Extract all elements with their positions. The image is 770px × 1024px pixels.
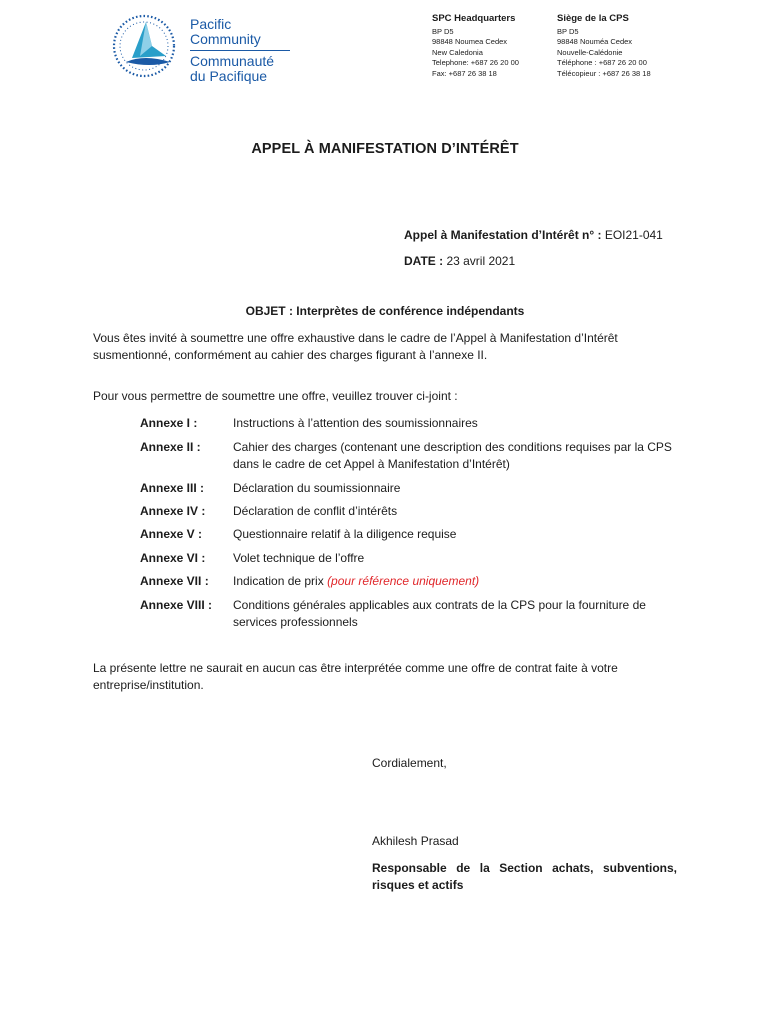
annex-label: Annexe VII :: [140, 574, 209, 588]
address-en-line: Fax: +687 26 38 18: [432, 68, 497, 78]
reference-number-value: EOI21-041: [601, 228, 663, 242]
annex-label: Annexe II :: [140, 440, 201, 454]
annex-text: Déclaration du soumissionnaire: [233, 481, 401, 495]
reference-date: [404, 254, 515, 268]
annex-text: [233, 573, 683, 590]
intro-paragraph: Vous êtes invité à soumettre une offre exhaustive dans le cadre de l’Appel à Manifestation d’Intérêt susmentionné, conformément au cahier des charges figurant à l’annexe II.: [93, 331, 618, 362]
annex-label: Annexe V :: [140, 527, 203, 541]
signatory-name: Akhilesh Prasad: [372, 834, 459, 848]
logo-text-pacific: Pacific: [190, 16, 232, 32]
annex-text: Déclaration de conflit d’intérêts: [233, 504, 398, 518]
address-fr-line: 98848 Nouméa Cedex: [557, 37, 633, 47]
logo-divider: [190, 50, 290, 51]
logo-text-communaute: Communauté: [190, 53, 275, 69]
reference-date-label: DATE :: [404, 254, 444, 268]
annex-text: Instructions à l’attention des soumissionnaires: [233, 416, 478, 430]
address-en-line: New Caledonia: [432, 47, 483, 57]
annex-text: Cahier des charges (contenant une description des conditions requises par la CPS dans le cadre de cet Appel à Manifestation d’Intérêt): [233, 440, 672, 471]
annex-price-note: (pour référence uniquement): [327, 574, 480, 588]
address-fr-line: Nouvelle-Calédonie: [557, 47, 623, 57]
reference-date-value: 23 avril 2021: [443, 254, 516, 268]
reference-number-label: Appel à Manifestation d’Intérêt n° :: [404, 228, 602, 242]
attachments-intro: Pour vous permettre de soumettre une offre, veuillez trouver ci-joint :: [93, 389, 458, 403]
document-title: APPEL À MANIFESTATION D’INTÉRÊT: [251, 141, 519, 157]
annex-label: Annexe IV :: [140, 504, 206, 518]
subject-line: OBJET : Interprètes de conférence indépendants: [245, 304, 525, 318]
signatory-title: Responsable de la Section achats, subventions, risques et actifs: [372, 861, 677, 892]
reference-number: [404, 228, 663, 242]
annex-label: Annexe VIII :: [140, 598, 213, 612]
closing-salutation: Cordialement,: [372, 756, 447, 770]
address-french: [557, 14, 651, 80]
annex-text: Conditions générales applicables aux contrats de la CPS pour la fourniture de services professionnels: [233, 598, 646, 629]
address-fr-line: BP D5: [557, 26, 579, 36]
address-fr-heading: Siège de la CPS: [557, 13, 629, 24]
annex-text: Questionnaire relatif à la diligence requise: [233, 527, 457, 541]
logo-text-community: Community: [190, 31, 261, 47]
address-en-line: BP D5: [432, 26, 454, 36]
address-fr-line: Téléphone : +687 26 20 00: [557, 58, 647, 68]
address-fr-line: Télécopieur : +687 26 38 18: [557, 68, 651, 78]
annex-text-main: Indication de prix: [233, 574, 328, 588]
address-en-heading: SPC Headquarters: [432, 13, 516, 24]
spc-logo: [110, 12, 290, 92]
address-english: [432, 14, 519, 80]
annex-label: Annexe I :: [140, 416, 198, 430]
address-en-line: 98848 Noumea Cedex: [432, 37, 508, 47]
logo-text-du-pacifique: du Pacifique: [190, 68, 268, 84]
annex-label: Annexe III :: [140, 481, 205, 495]
address-en-line: Telephone: +687 26 20 00: [432, 58, 519, 68]
disclaimer-paragraph: La présente lettre ne saurait en aucun cas être interprétée comme une offre de contrat faite à votre entreprise/institution.: [93, 661, 618, 692]
annex-label: Annexe VI :: [140, 551, 206, 565]
annex-text: Volet technique de l’offre: [233, 551, 365, 565]
spc-emblem-icon: [110, 12, 186, 82]
